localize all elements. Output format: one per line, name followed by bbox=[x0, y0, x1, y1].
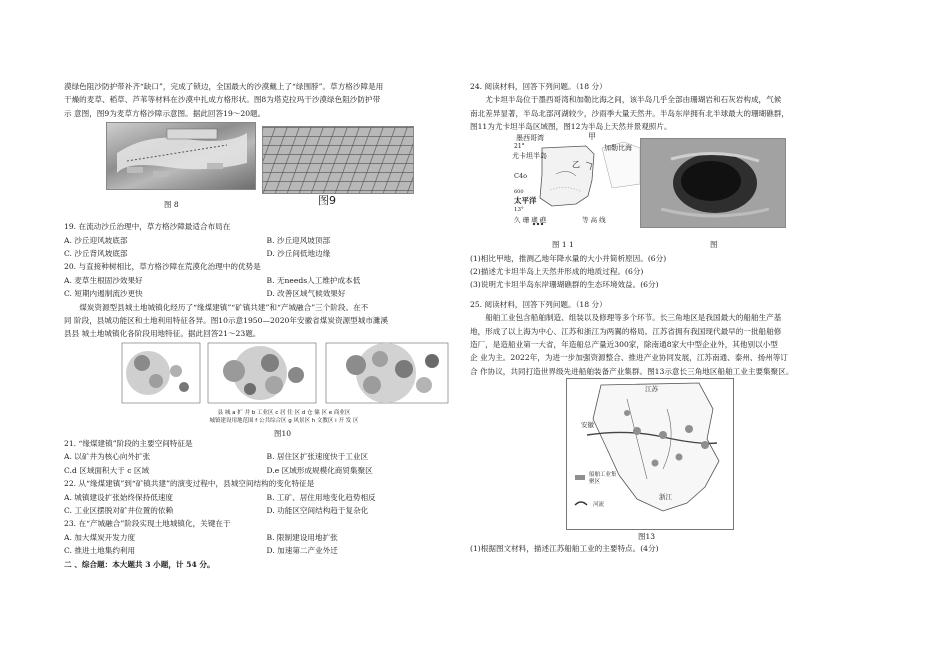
q23-option-b: B. 限制建设用地扩张 bbox=[266, 532, 338, 542]
cenote-illustration bbox=[641, 139, 785, 227]
map11-lat13-label: 13° bbox=[514, 206, 524, 213]
q19-options bbox=[64, 234, 459, 261]
q24-line-3: 图11为尤卡坦半岛区域图，图12为半岛上天然井景观照片。 bbox=[470, 122, 672, 132]
figure-12-caption: 图 bbox=[710, 239, 718, 249]
q22-option-a: A. 城镇建设扩张始终保持低速度 bbox=[64, 492, 174, 502]
q21-stem: 21. “缘煤建镇”阶段的主要空间特征是 bbox=[64, 438, 193, 448]
q23-option-a: A. 加大煤炭开发力度 bbox=[64, 532, 136, 542]
q24-heading: 24. 阅读材料，回答下列问题。（18 分） bbox=[470, 82, 607, 91]
map11-pacific-label: 太平洋 bbox=[514, 195, 537, 205]
map11-yi-label: 乙 bbox=[572, 159, 580, 169]
figure-8-caption: 图 8 bbox=[164, 200, 179, 210]
q24-item-1: (1)相比甲地，推测乙地年降水量的大小并简析原因。(6分) bbox=[470, 253, 667, 263]
map11-c4-label: C4o bbox=[514, 171, 528, 180]
q20-options bbox=[64, 274, 459, 301]
q22-options bbox=[64, 491, 459, 518]
q19-option-c: C. 沙丘背风坡底部 bbox=[64, 249, 128, 259]
figure-10-caption: 图10 bbox=[274, 428, 292, 438]
map13-anhui-label: 安徽 bbox=[581, 421, 594, 430]
map11-lat21-label: 21° bbox=[514, 142, 525, 150]
q23-option-c: C. 推进土地集约利用 bbox=[64, 546, 136, 556]
q20-option-d: D. 改善区域气候效果好 bbox=[266, 289, 346, 299]
figure-13 bbox=[470, 378, 865, 542]
q19-option-b: B. 沙丘迎风坡顶部 bbox=[266, 235, 331, 245]
map13-zhejiang-label: 浙江 bbox=[659, 493, 672, 502]
q22-stem: 22. 从“缘煤建镇”到“矿镇共建”的演变过程中，县城空间结构的变化特征是 bbox=[64, 479, 315, 489]
figure-11-caption: 图 1 1 bbox=[552, 239, 574, 249]
q25-line-3: 造厂，是造船业第一大省，年造船总产量近300家，除南通8家大中型企业外，其他别以小型 bbox=[470, 340, 778, 350]
q24-line-2: 南北差异显著，半岛北部河湖较少，沙雨季大量天然井。半岛东岸拥有北半球最大的珊瑚礁群， bbox=[470, 108, 789, 118]
figure-13-map bbox=[566, 378, 734, 530]
map11-legend-contour: 等 高 线 bbox=[582, 215, 606, 224]
q21-option-d: D.e 区域形成规模化商贸集聚区 bbox=[266, 465, 373, 475]
q23-options bbox=[64, 531, 459, 558]
map11-jia-label: 甲 bbox=[588, 131, 596, 141]
map13-legend-1: 船舶工业集聚区 bbox=[589, 472, 617, 486]
figure-9-photo bbox=[262, 126, 414, 194]
figure-8-illustration bbox=[107, 123, 255, 189]
passage2-line-2: 同 阶段，县城功能区和土地利用特征各异。图10示意1950—2020年安徽省煤炭资源型城市濉溪 bbox=[64, 316, 389, 326]
figure-10 bbox=[64, 341, 459, 437]
map13-legend-2: 河流 bbox=[593, 502, 605, 509]
map11-peninsula-label: 尤卡坦半岛 bbox=[512, 151, 547, 160]
intro-line-3: 示 意图，图9为麦草方格沙障示意图。据此回答19～20题。 bbox=[64, 108, 266, 118]
q20-option-b: B. 无needs人工维护成本低 bbox=[266, 275, 361, 285]
figure-11-12 bbox=[470, 131, 865, 252]
figure-8-photo bbox=[106, 122, 256, 190]
q21-option-c: C.d 区域面积大于 c 区域 bbox=[64, 465, 150, 475]
q24-item-3: (3)说明尤卡坦半岛东岸珊瑚礁群的生态环境效益。(6分) bbox=[470, 280, 659, 290]
q25-item-1: (1)根据图文材料，描述江苏船舶工业的主要特点。(4分) bbox=[470, 544, 659, 554]
section-2-heading: 二 、综合题：本大题共 3 小题，计 54 分。 bbox=[64, 559, 215, 569]
q19-option-a: A. 沙丘迎风坡底部 bbox=[64, 235, 128, 245]
map13-jiangsu-label: 江苏 bbox=[645, 385, 658, 394]
q25-line-4: 企 业为主。2022年，为进一步加强资源整合、推进产业协同发展，江苏南通、泰州、扬州等订 bbox=[470, 353, 788, 363]
map11-caribbean-label: 加勒比海 bbox=[604, 143, 632, 152]
q24-item-2: (2)描述尤卡坦半岛上天然井形成的地质过程。(6分) bbox=[470, 267, 644, 277]
intro-line-1: 漠绿色阻沙防护带补齐“缺口”，完成了锁边，全国最大的沙漠戴上了“绿围脖”。草方格沙障是用 bbox=[64, 82, 384, 91]
q19-stem: 19. 在流动沙丘治理中，草方格沙障最适合布局在 bbox=[64, 222, 231, 232]
q20-stem: 20. 与直接种树相比，草方格沙障在荒漠化治理中的优势是 bbox=[64, 262, 261, 272]
q19-option-d: D. 沙丘间低地边缘 bbox=[266, 249, 331, 259]
map11-gulf-label: 墨西哥湾 bbox=[516, 133, 544, 142]
q23-stem: 23. 在“产城融合”阶段实现土地城镇化，关键在于 bbox=[64, 519, 231, 529]
q25-line-2: 地，形成了以上海为中心、江苏和浙江为两翼的格局。江苏省拥有我国现代最早的一批船舶修 bbox=[470, 326, 782, 336]
q22-option-d: D. 功能区空间结构趋于复杂化 bbox=[266, 505, 369, 515]
intro-line-2: 干燥的麦草、稻草、芦苇等材料在沙漠中扎成方格形状。图8为塔克拉玛干沙漠绿色阻沙防护带 bbox=[64, 95, 381, 105]
left-column bbox=[64, 80, 459, 571]
q20-option-a: A. 麦草生根固沙效果好 bbox=[64, 275, 143, 285]
figure-8-9 bbox=[64, 120, 459, 220]
q24-line-1: 尤卡坦半岛位于墨西哥湾和加勒比海之间，该半岛几乎全部由珊瑚岩和石灰岩构成，气候 bbox=[485, 95, 782, 105]
q20-option-c: C. 短期内遏制流沙更快 bbox=[64, 289, 143, 299]
q22-option-b: B. 工矿、居住用地变化趋势相反 bbox=[266, 492, 376, 502]
passage2-line-3: 县县 城土地城镇化各阶段用地特征。据此回答21～23题。 bbox=[64, 329, 261, 339]
figure-10-legend-1: 县 城 a 扩 井 b 工业区 c 居 住 区 d 仓 储 区 e 商业区 bbox=[217, 409, 351, 416]
figure-10-legend-2: 城镇建设用地范围 f 公共综合区 g 风景区 h 文教区 i 开 发 区 bbox=[209, 417, 359, 424]
figure-11-map bbox=[512, 131, 642, 230]
q21-option-b: B. 居住区扩张速度快于工业区 bbox=[266, 452, 369, 462]
q25-heading: 25. 阅读材料，回答下列问题。（18 分） bbox=[470, 299, 607, 309]
right-column bbox=[470, 80, 865, 556]
figure-13-map-drawing bbox=[567, 379, 733, 529]
map11-600-label: 600 bbox=[514, 188, 524, 195]
figure-9-caption: 图9 bbox=[318, 194, 336, 208]
figure-13-caption: 图13 bbox=[638, 532, 656, 542]
q25-line-5: 合 作协议，共同打造世界级先进船舶装备产业集群。图13示意长三角地区船舶工业主要集聚区。 bbox=[470, 366, 794, 376]
q22-option-c: C. 工业区摆脱对矿井位置的依赖 bbox=[64, 505, 174, 515]
map11-legend-reef: 久 珊 瑚 礁 bbox=[514, 215, 547, 224]
passage2-line-1: 煤炭资源型县城土地城镇化经历了“缘煤建镇”“矿镇共建”和“产城融合”三个阶段。在不 bbox=[79, 302, 369, 312]
q23-option-d: D. 加速第二产业外迁 bbox=[266, 546, 338, 556]
q21-options bbox=[64, 450, 459, 477]
q25-line-1: 船舶工业包含船舶制造、组装以及修理等多个环节。长三角地区是我国最大的船舶生产基 bbox=[485, 313, 782, 323]
figure-10-diagrams bbox=[64, 341, 459, 407]
figure-9-grid-illustration bbox=[263, 127, 413, 193]
q21-option-a: A. 以矿井为核心向外扩张 bbox=[64, 452, 151, 462]
figure-12-photo bbox=[640, 138, 786, 228]
